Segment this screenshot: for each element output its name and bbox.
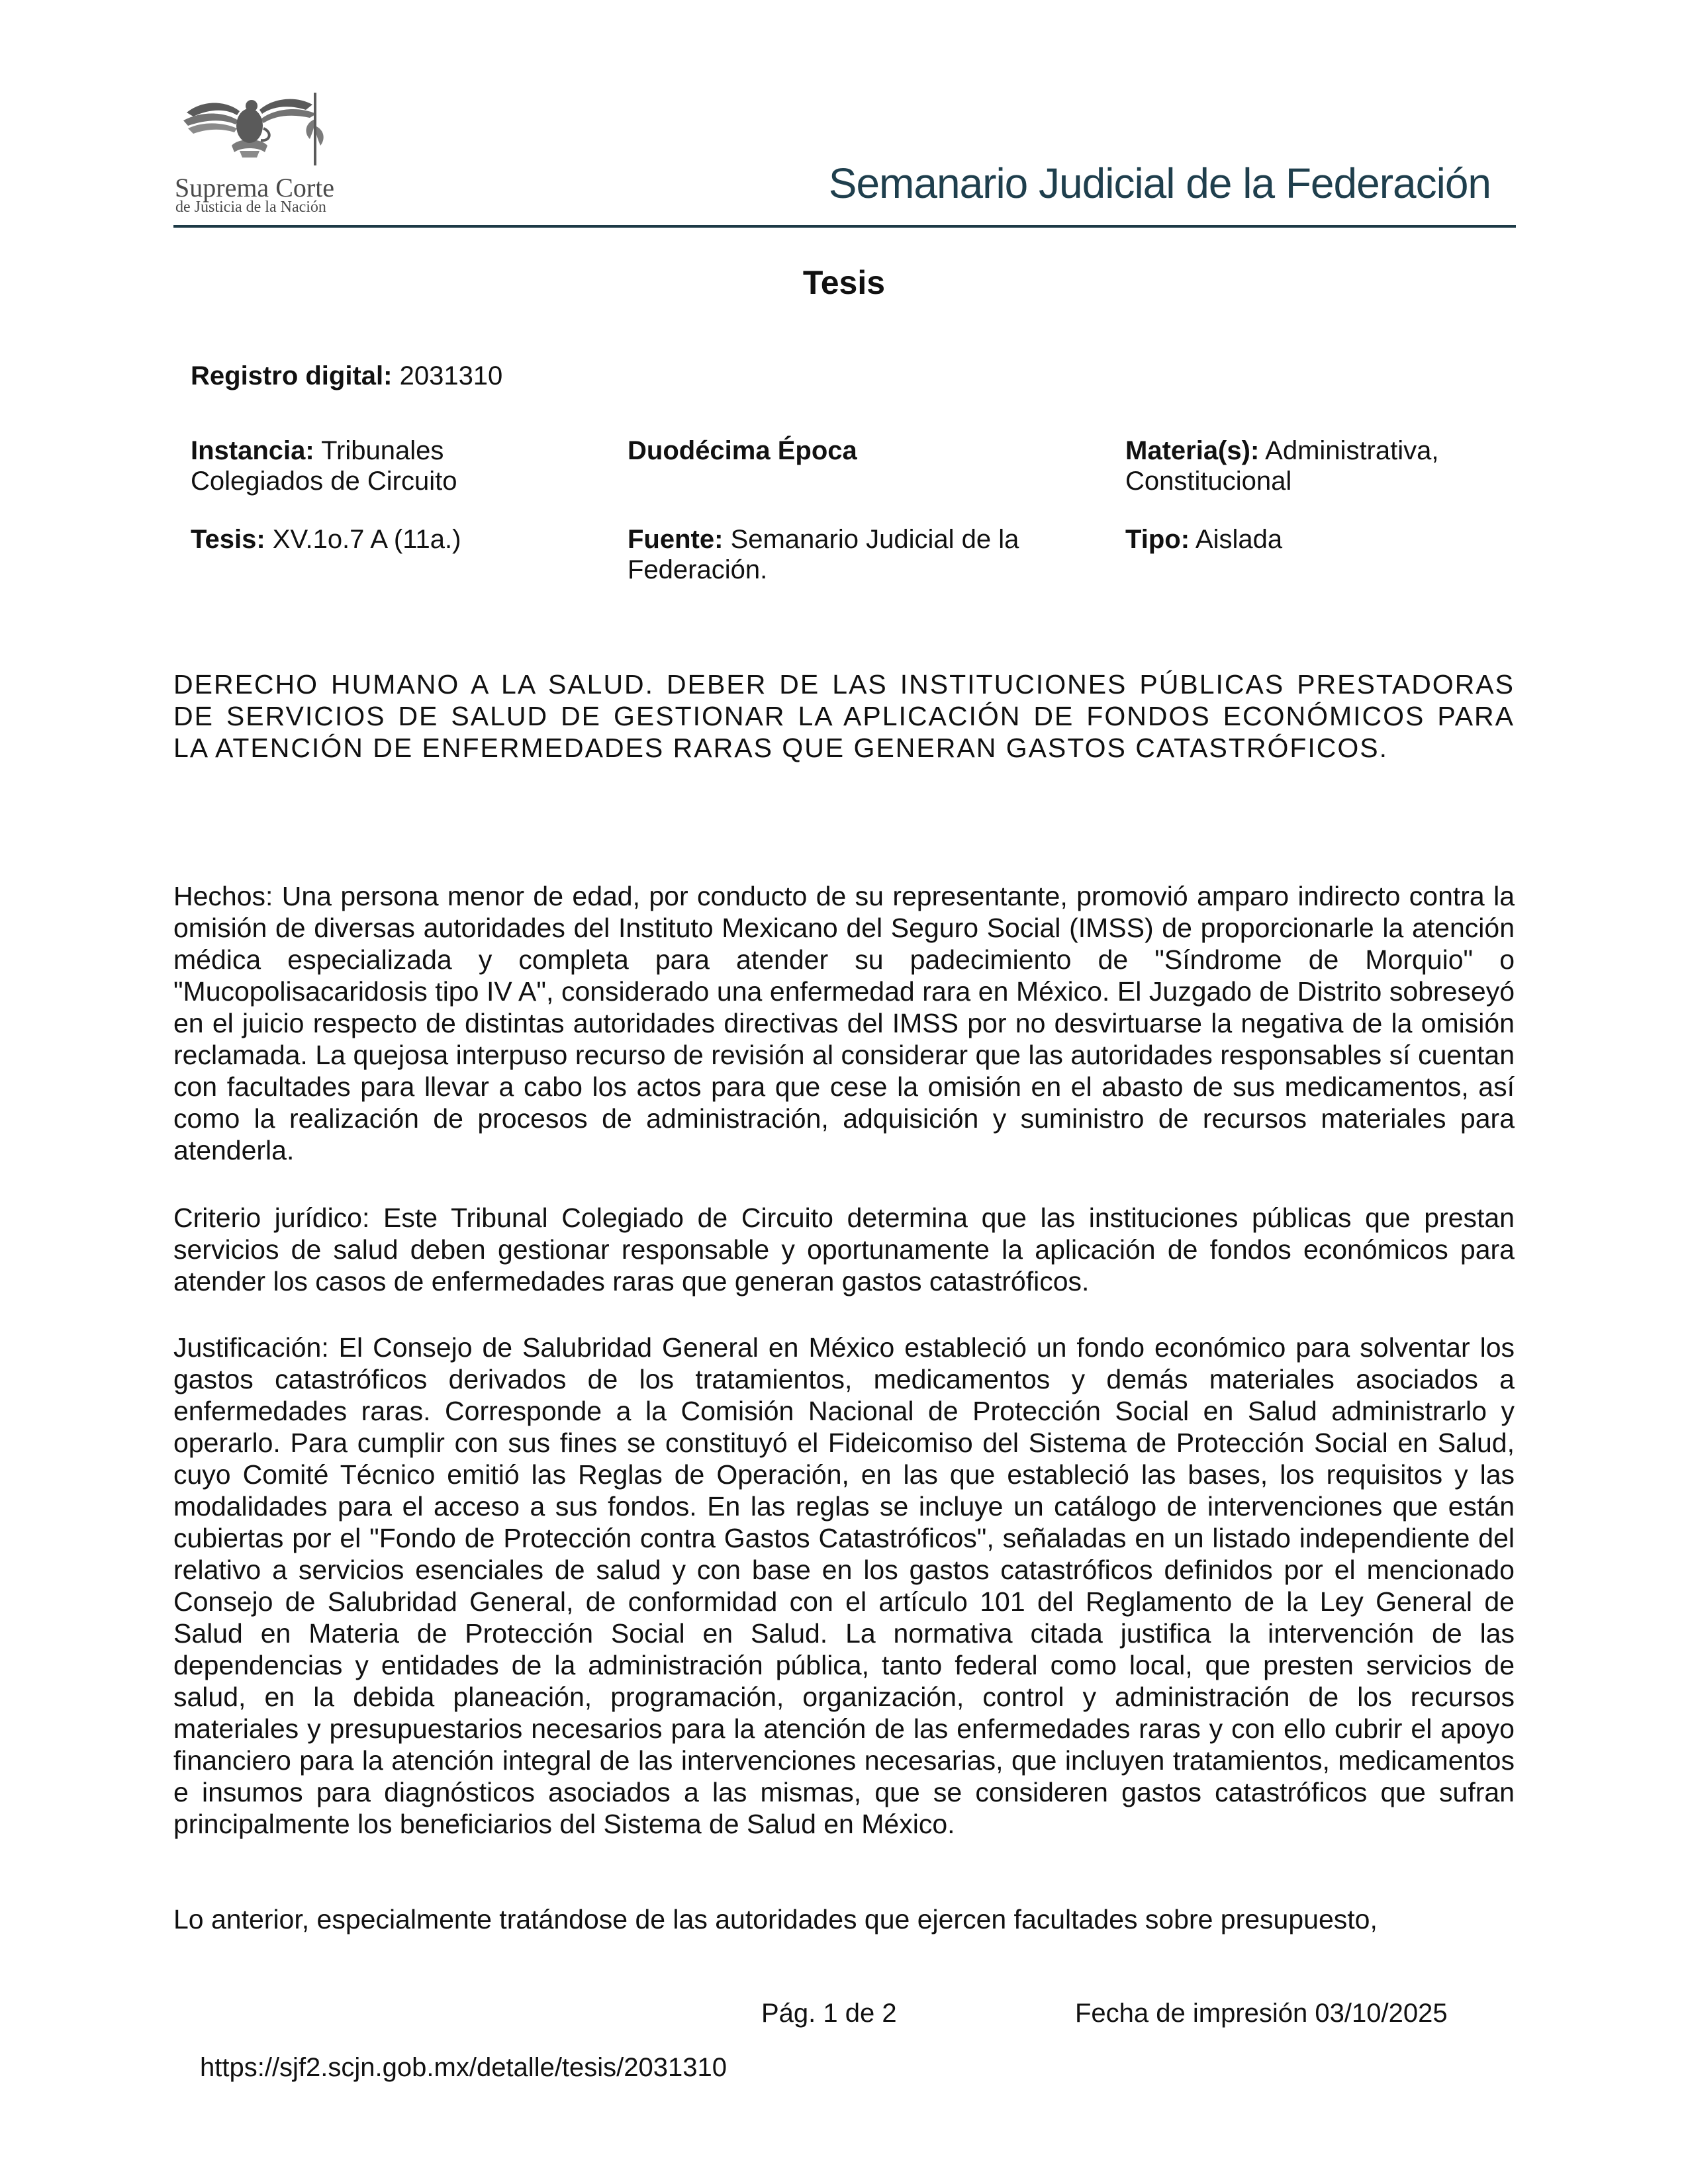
tipo [1125,524,1282,555]
registro-digital [191,361,502,391]
paragraph-criterio: Criterio jurídico: Este Tribunal Colegiado de Circuito determina que las instituciones públicas que prestan servicios de salud deben gestionar responsable y oportunamente la aplicación de fondos económicos para atender los casos de enfermedades raras que generan gastos catastróficos. [173,1203,1515,1297]
logo-text-justicia: de Justicia de la Nación [175,199,326,216]
fuente [628,524,1091,585]
print-date: Fecha de impresión 03/10/2025 [1075,1999,1448,2028]
page-header [173,86,1516,228]
registro-label: Registro digital: [191,361,393,390]
fuente-value: Semanario Judicial de la Federación. [628,525,1019,584]
paragraph-justificacion: Justificación: El Consejo de Salubridad General en México estableció un fondo económico para solventar los gastos catastróficos derivados de los tratamientos, medicamentos y demás materiales asociados a enfermedades raras. Corresponde a la Comisión Nacional de Protección Social en Salud administrarlo y operarlo. Para cumplir con sus fines se constituyó el Fideicomiso del Sistema de Protección Social en Salud, cuyo Comité Técnico emitió las Reglas de Operación, en las que estableció las bases, los requisitos y las modalidades para el acceso a sus fondos. En las reglas se incluye un catálogo de intervenciones que están cubiertas por el "Fondo de Protección contra Gastos Catastróficos", señaladas en un listado independiente del relativo a servicios esenciales de salud y con base en los gastos catastróficos definidos por el mencionado Consejo de Salubridad General, de conformidad con el artículo 101 del Reglamento de la Ley General de Salud en Materia de Protección Social en Salud. La normativa citada justifica la intervención de las dependencias y entidades de la administración pública, tanto federal como local, que presten servicios de salud, en la debida planeación, programación, organización, control y administración de los recursos materiales y presupuestarios necesarios para la atención de las enfermedades raras y con ello cubrir el apoyo financiero para la atención integral de las intervenciones necesarias, que incluyen tratamientos, medicamentos e insumos para diagnósticos asociados a las mismas, que se consideren gastos catastróficos que sufran principalmente los beneficiarios del Sistema de Salud en México. [173,1332,1515,1839]
materia-label: Materia(s): [1125,436,1260,465]
page-number: Pág. 1 de 2 [761,1999,897,2028]
logo-text-suprema-corte: Suprema Corte [175,173,335,203]
tesis-label: Tesis: [191,525,265,554]
tesis-rubro: DERECHO HUMANO A LA SALUD. DEBER DE LAS INSTITUCIONES PÚBLICAS PRESTADORAS DE SERVICIOS DE SALUD DE GESTIONAR LA APLICACIÓN DE FONDOS ECONÓMICOS PARA LA ATENCIÓN DE ENFERMEDADES RARAS QUE GENERAN GASTOS CATASTRÓFICOS. [173,669,1515,763]
fuente-label: Fuente: [628,525,724,554]
registro-value: 2031310 [399,361,503,390]
tipo-label: Tipo: [1125,525,1190,554]
page-title: Tesis [802,264,886,301]
materias [1125,435,1496,496]
scjn-logo [173,86,346,218]
instancia-value: Tribunales Colegiados de Circuito [191,436,457,496]
instancia-label: Instancia: [191,436,314,465]
eagle-emblem-icon [173,86,346,172]
tesis-id [191,524,461,555]
source-url: https://sjf2.scjn.gob.mx/detalle/tesis/2031310 [200,2053,727,2082]
instancia [191,435,535,496]
materia-value: Administrativa, Constitucional [1125,436,1439,496]
paragraph-hechos: Hechos: Una persona menor de edad, por conducto de su representante, promovió amparo indirecto contra la omisión de diversas autoridades del Instituto Mexicano del Seguro Social (IMSS) de proporcionarle la atención médica especializada y completa para atender su padecimiento de "Síndrome de Morquio" o "Mucopolisacaridosis tipo IV A", considerado una enfermedad rara en México. El Juzgado de Distrito sobreseyó en el juicio respecto de distintas autoridades directivas del IMSS por no desvirtuarse la negativa de la omisión reclamada. La quejosa interpuso recurso de revisión al considerar que las autoridades responsables sí cuentan con facultades para llevar a cabo los actos para que cese la omisión en el abasto de sus medicamentos, así como la realización de procesos de administración, adquisición y suministro de recursos materiales para atenderla. [173,881,1515,1165]
tesis-value: XV.1o.7 A (11a.) [272,525,461,554]
site-title: Semanario Judicial de la Federación [828,159,1491,207]
paragraph-continuacion: Lo anterior, especialmente tratándose de las autoridades que ejercen facultades sobre presupuesto, [173,1904,1378,1934]
epoca-label: Duodécima Época [628,436,857,465]
tipo-value: Aislada [1195,525,1283,554]
epoca [628,435,857,466]
